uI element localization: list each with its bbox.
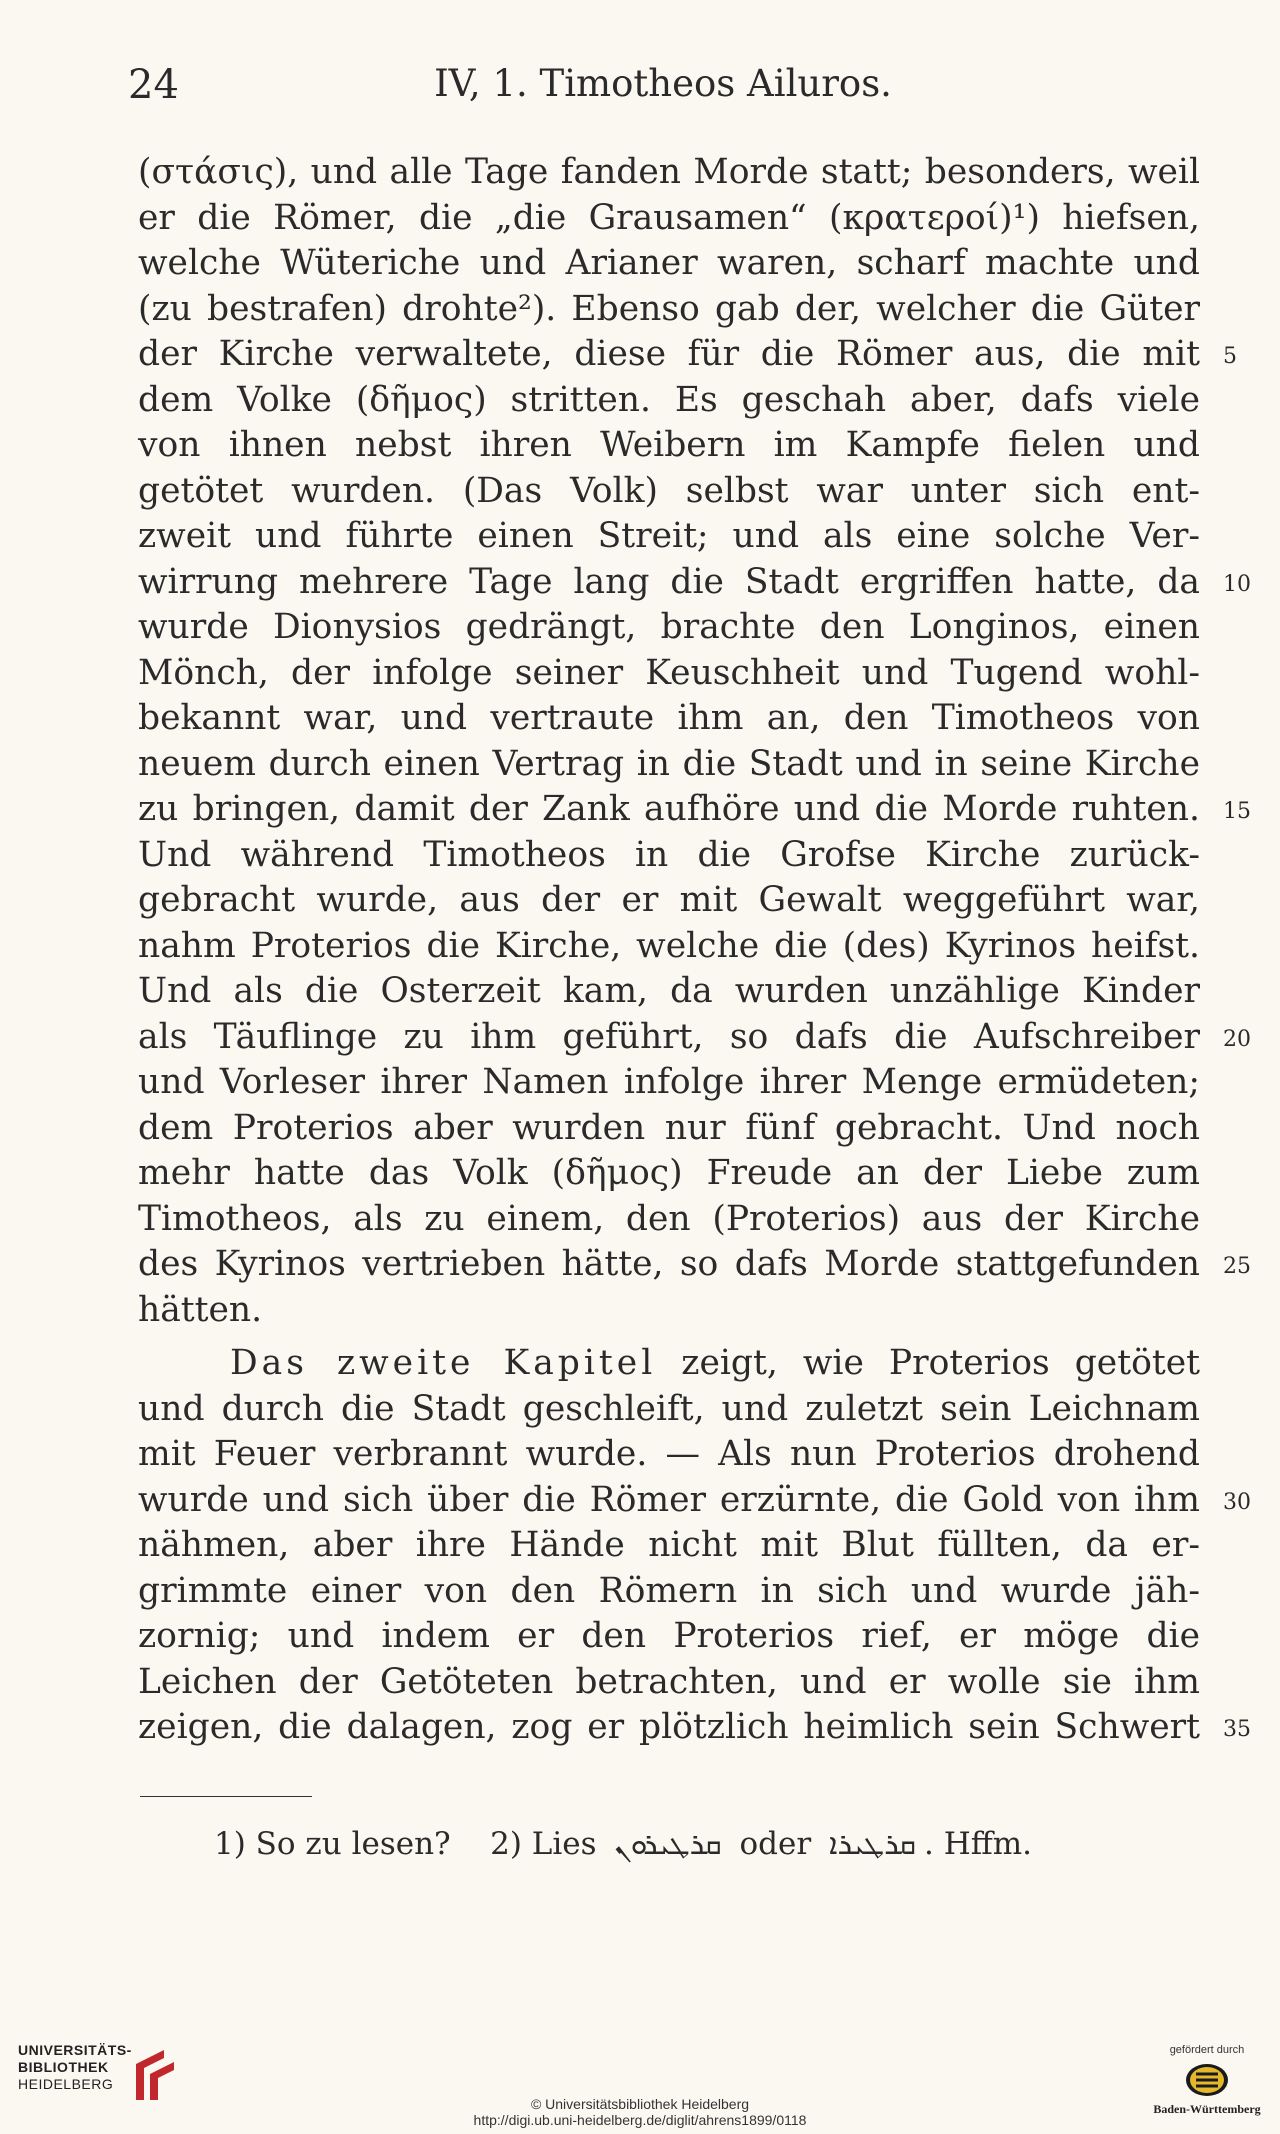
line-number: 25 — [1223, 1254, 1251, 1279]
line-text: wurde Dionysios gedrängt, brachte den Longinos, einen — [138, 607, 1200, 647]
funder-block — [1152, 2044, 1262, 2117]
line-text: Leichen der Getöteten betrachten, und er wolle sie ihm — [138, 1661, 1200, 1702]
line-text: Timotheos, als zu einem, den (Proterios) aus der Kirche — [138, 1198, 1200, 1239]
text-line — [138, 1569, 1200, 1615]
line-text: neuem durch einen Vertrag in die Stadt und in seine Kirche — [138, 743, 1200, 784]
chapter-heading-spaced: Das zweite Kapitel — [230, 1343, 657, 1383]
syriac-word-1: ܩܪܛܝܪܘܢ — [614, 1827, 722, 1862]
paragraph-1 — [138, 150, 1251, 1333]
line-number: 30 — [1223, 1489, 1251, 1515]
line-text: wurde und sich über die Römer erzürnte, die Gold von ihm — [138, 1479, 1200, 1520]
library-logo[interactable] — [18, 2042, 132, 2093]
footer — [0, 2036, 1280, 2134]
text-line — [138, 605, 1200, 651]
line-text: zu bringen, damit der Zank aufhöre und die Morde ruhten. — [138, 789, 1200, 829]
text-line — [138, 287, 1200, 333]
text-line — [138, 924, 1200, 970]
text-line — [138, 1387, 1200, 1433]
line-text: Mönch, der infolge seiner Keuschheit und Tugend wohl- — [138, 652, 1200, 693]
footnote-2-end: . Hffm. — [924, 1826, 1033, 1862]
text-line — [138, 150, 1200, 196]
line-text: als Täuflinge zu ihm geführt, so dafs die Aufschreiber — [138, 1016, 1200, 1057]
text-line — [138, 1151, 1200, 1197]
library-name-line1: UNIVERSITÄTS- — [18, 2042, 132, 2058]
line-text: hätten. — [138, 1289, 263, 1330]
line-text: mit Feuer verbrannt wurde. — Als nun Proterios drohend — [138, 1434, 1200, 1474]
text-line — [138, 514, 1200, 560]
text-line — [138, 742, 1200, 788]
text-line — [138, 332, 1237, 378]
text-line — [138, 423, 1200, 469]
text-line — [138, 651, 1200, 697]
line-text: dem Proterios aber wurden nur fünf gebracht. Und noch — [138, 1107, 1200, 1148]
text-line — [138, 696, 1200, 742]
paragraph-2 — [138, 1341, 1251, 1751]
footnotes — [214, 1826, 1214, 1862]
copyright-text: © Universitätsbibliothek Heidelberg — [530, 2096, 750, 2112]
text-line — [138, 833, 1200, 879]
text-line — [138, 241, 1200, 287]
text-line — [138, 1288, 1200, 1334]
line-text: nähmen, aber ihre Hände nicht mit Blut füllten, da er- — [138, 1525, 1200, 1565]
text-line-rest: zeigt, wie Proterios getötet — [656, 1343, 1200, 1383]
line-text: (zu bestrafen) drohte²). Ebenso gab der, welcher die Güter — [138, 288, 1200, 329]
text-line — [138, 378, 1200, 424]
line-text: von ihnen nebst ihren Weibern im Kampfe fielen und — [138, 425, 1200, 465]
line-text: wirrung mehrere Tage lang die Stadt ergriffen hatte, da — [138, 561, 1200, 602]
page-number: 24 — [128, 62, 179, 108]
text-line — [138, 787, 1251, 833]
text-line — [138, 469, 1200, 515]
text-line — [138, 1705, 1251, 1751]
text-line — [138, 1478, 1251, 1524]
page-header — [128, 62, 1198, 112]
line-text: er die Römer, die „die Grausamen“ (κρατεροί)¹) hiefsen, — [138, 197, 1200, 238]
funder-name: Baden-Württemberg — [1153, 2102, 1261, 2116]
line-number: 15 — [1223, 799, 1251, 824]
text-line — [138, 1432, 1200, 1478]
line-text: zornig; und indem er den Proterios rief, er möge die — [138, 1616, 1200, 1656]
library-name-line3: HEIDELBERG — [18, 2076, 114, 2092]
text-line — [138, 1242, 1251, 1288]
line-text: welche Wüteriche und Arianer waren, scharf machte und — [138, 243, 1200, 283]
footnote-2-start: 2) Lies — [490, 1826, 597, 1862]
line-text: (στάσις), und alle Tage fanden Morde statt; besonders, weil — [138, 152, 1200, 192]
line-text: mehr hatte das Volk (δῆμος) Freude an der Liebe zum — [138, 1153, 1200, 1193]
text-line — [138, 1660, 1200, 1706]
footnote-2-mid: oder — [739, 1826, 812, 1862]
line-text: gebracht wurde, aus der er mit Gewalt weggeführt war, — [138, 880, 1200, 920]
line-text: zweit und führte einen Streit; und als eine solche Ver- — [138, 516, 1200, 556]
text-line — [138, 196, 1200, 242]
line-text: Und während Timotheos in die Grofse Kirche zurück- — [138, 834, 1200, 875]
body-text — [138, 150, 1251, 1751]
text-line — [138, 1106, 1200, 1152]
line-number: 20 — [1223, 1026, 1251, 1052]
footnote-1: 1) So zu lesen? — [214, 1826, 451, 1862]
permalink[interactable]: http://digi.ub.uni-heidelberg.de/diglit/ahrens1899/0118 — [473, 2112, 807, 2128]
text-line — [138, 878, 1200, 924]
line-text: der Kirche verwaltete, diese für die Römer aus, die mit — [138, 334, 1200, 374]
line-number: 10 — [1223, 571, 1251, 597]
line-text: getötet wurden. (Das Volk) selbst war unter sich ent- — [138, 470, 1200, 511]
text-line — [138, 1341, 1200, 1387]
line-text: Und als die Osterzeit kam, da wurden unzählige Kinder — [138, 971, 1200, 1011]
line-text: und durch die Stadt geschleift, und zuletzt sein Leichnam — [138, 1388, 1200, 1429]
line-text: bekannt war, und vertraute ihm an, den Timotheos von — [138, 698, 1200, 738]
line-text: zeigen, die dalagen, zog er plötzlich heimlich sein Schwert — [138, 1707, 1200, 1747]
footnote-rule — [140, 1796, 312, 1797]
funded-by-label: gefördert durch — [1169, 2044, 1245, 2056]
syriac-word-2: ܩܪܛܝܪܐ — [829, 1827, 917, 1862]
text-line — [138, 1523, 1200, 1569]
text-line — [138, 1060, 1200, 1106]
coat-of-arms-icon — [1184, 2062, 1230, 2098]
line-text: und Vorleser ihrer Namen infolge ihrer Menge ermüdeten; — [138, 1062, 1200, 1102]
line-text: nahm Proterios die Kirche, welche die (des) Kyrinos heifst. — [138, 925, 1200, 966]
running-title: IV, 1. Timotheos Ailuros. — [434, 62, 892, 105]
line-text: grimmte einer von den Römern in sich und wurde jäh- — [138, 1570, 1200, 1611]
text-line — [138, 1614, 1200, 1660]
text-line — [138, 560, 1251, 606]
line-number: 5 — [1223, 344, 1237, 369]
copyright-notice — [0, 2096, 1280, 2128]
line-text: des Kyrinos vertrieben hätte, so dafs Morde stattgefunden — [138, 1244, 1200, 1284]
text-line — [138, 969, 1200, 1015]
line-text: dem Volke (δῆμος) stritten. Es geschah aber, dafs viele — [138, 379, 1200, 420]
library-name-line2: BIBLIOTHEK — [18, 2059, 109, 2075]
line-number: 35 — [1223, 1717, 1251, 1742]
text-line — [138, 1015, 1251, 1061]
text-line — [138, 1197, 1200, 1243]
